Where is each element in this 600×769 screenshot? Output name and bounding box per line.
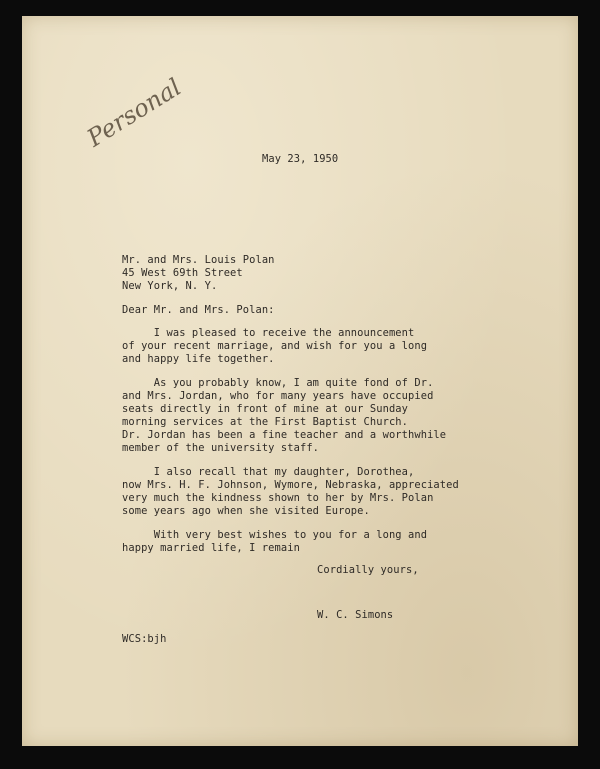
paragraph-3-line-4: some years ago when she visited Europe. [122, 505, 370, 517]
paragraph-3-line-3: very much the kindness shown to her by Mrs. Polan [122, 492, 434, 504]
handwritten-personal-note [78, 72, 187, 153]
paragraph-2-line-2: and Mrs. Jordan, who for many years have occupied [122, 390, 434, 402]
salutation: Dear Mr. and Mrs. Polan: [122, 304, 275, 316]
paragraph-2-line-5: Dr. Jordan has been a fine teacher and a worthwhile [122, 429, 447, 441]
paragraph-2-line-1: As you probably know, I am quite fond of Dr. [122, 377, 434, 389]
paragraph-4-line-2: happy married life, I remain [122, 542, 300, 554]
paragraph-1-line-1: I was pleased to receive the announcement [122, 327, 415, 339]
paragraph-1-line-3: and happy life together. [122, 353, 275, 365]
paragraph-1-line-2: of your recent marriage, and wish for you a long [122, 340, 428, 352]
letter-date: May 23, 1950 [262, 153, 339, 165]
paragraph-3-line-1: I also recall that my daughter, Dorothea, [122, 466, 415, 478]
closing: Cordially yours, [317, 564, 419, 576]
paragraph-2-line-4: morning services at the First Baptist Church. [122, 416, 409, 428]
paragraph-3-line-2: now Mrs. H. F. Johnson, Wymore, Nebraska, appreciated [122, 479, 459, 491]
recipient-line-3: New York, N. Y. [122, 280, 218, 292]
typist-initials: WCS:bjh [122, 633, 167, 645]
paragraph-2-line-6: member of the university staff. [122, 442, 320, 454]
paragraph-2-line-3: seats directly in front of mine at our Sunday [122, 403, 409, 415]
signature-name: W. C. Simons [317, 609, 394, 621]
letter-page [22, 16, 578, 746]
paragraph-4-line-1: With very best wishes to you for a long and [122, 529, 428, 541]
recipient-line-1: Mr. and Mrs. Louis Polan [122, 254, 275, 266]
recipient-line-2: 45 West 69th Street [122, 267, 243, 279]
handwritten-note-text: Personal [82, 72, 187, 153]
